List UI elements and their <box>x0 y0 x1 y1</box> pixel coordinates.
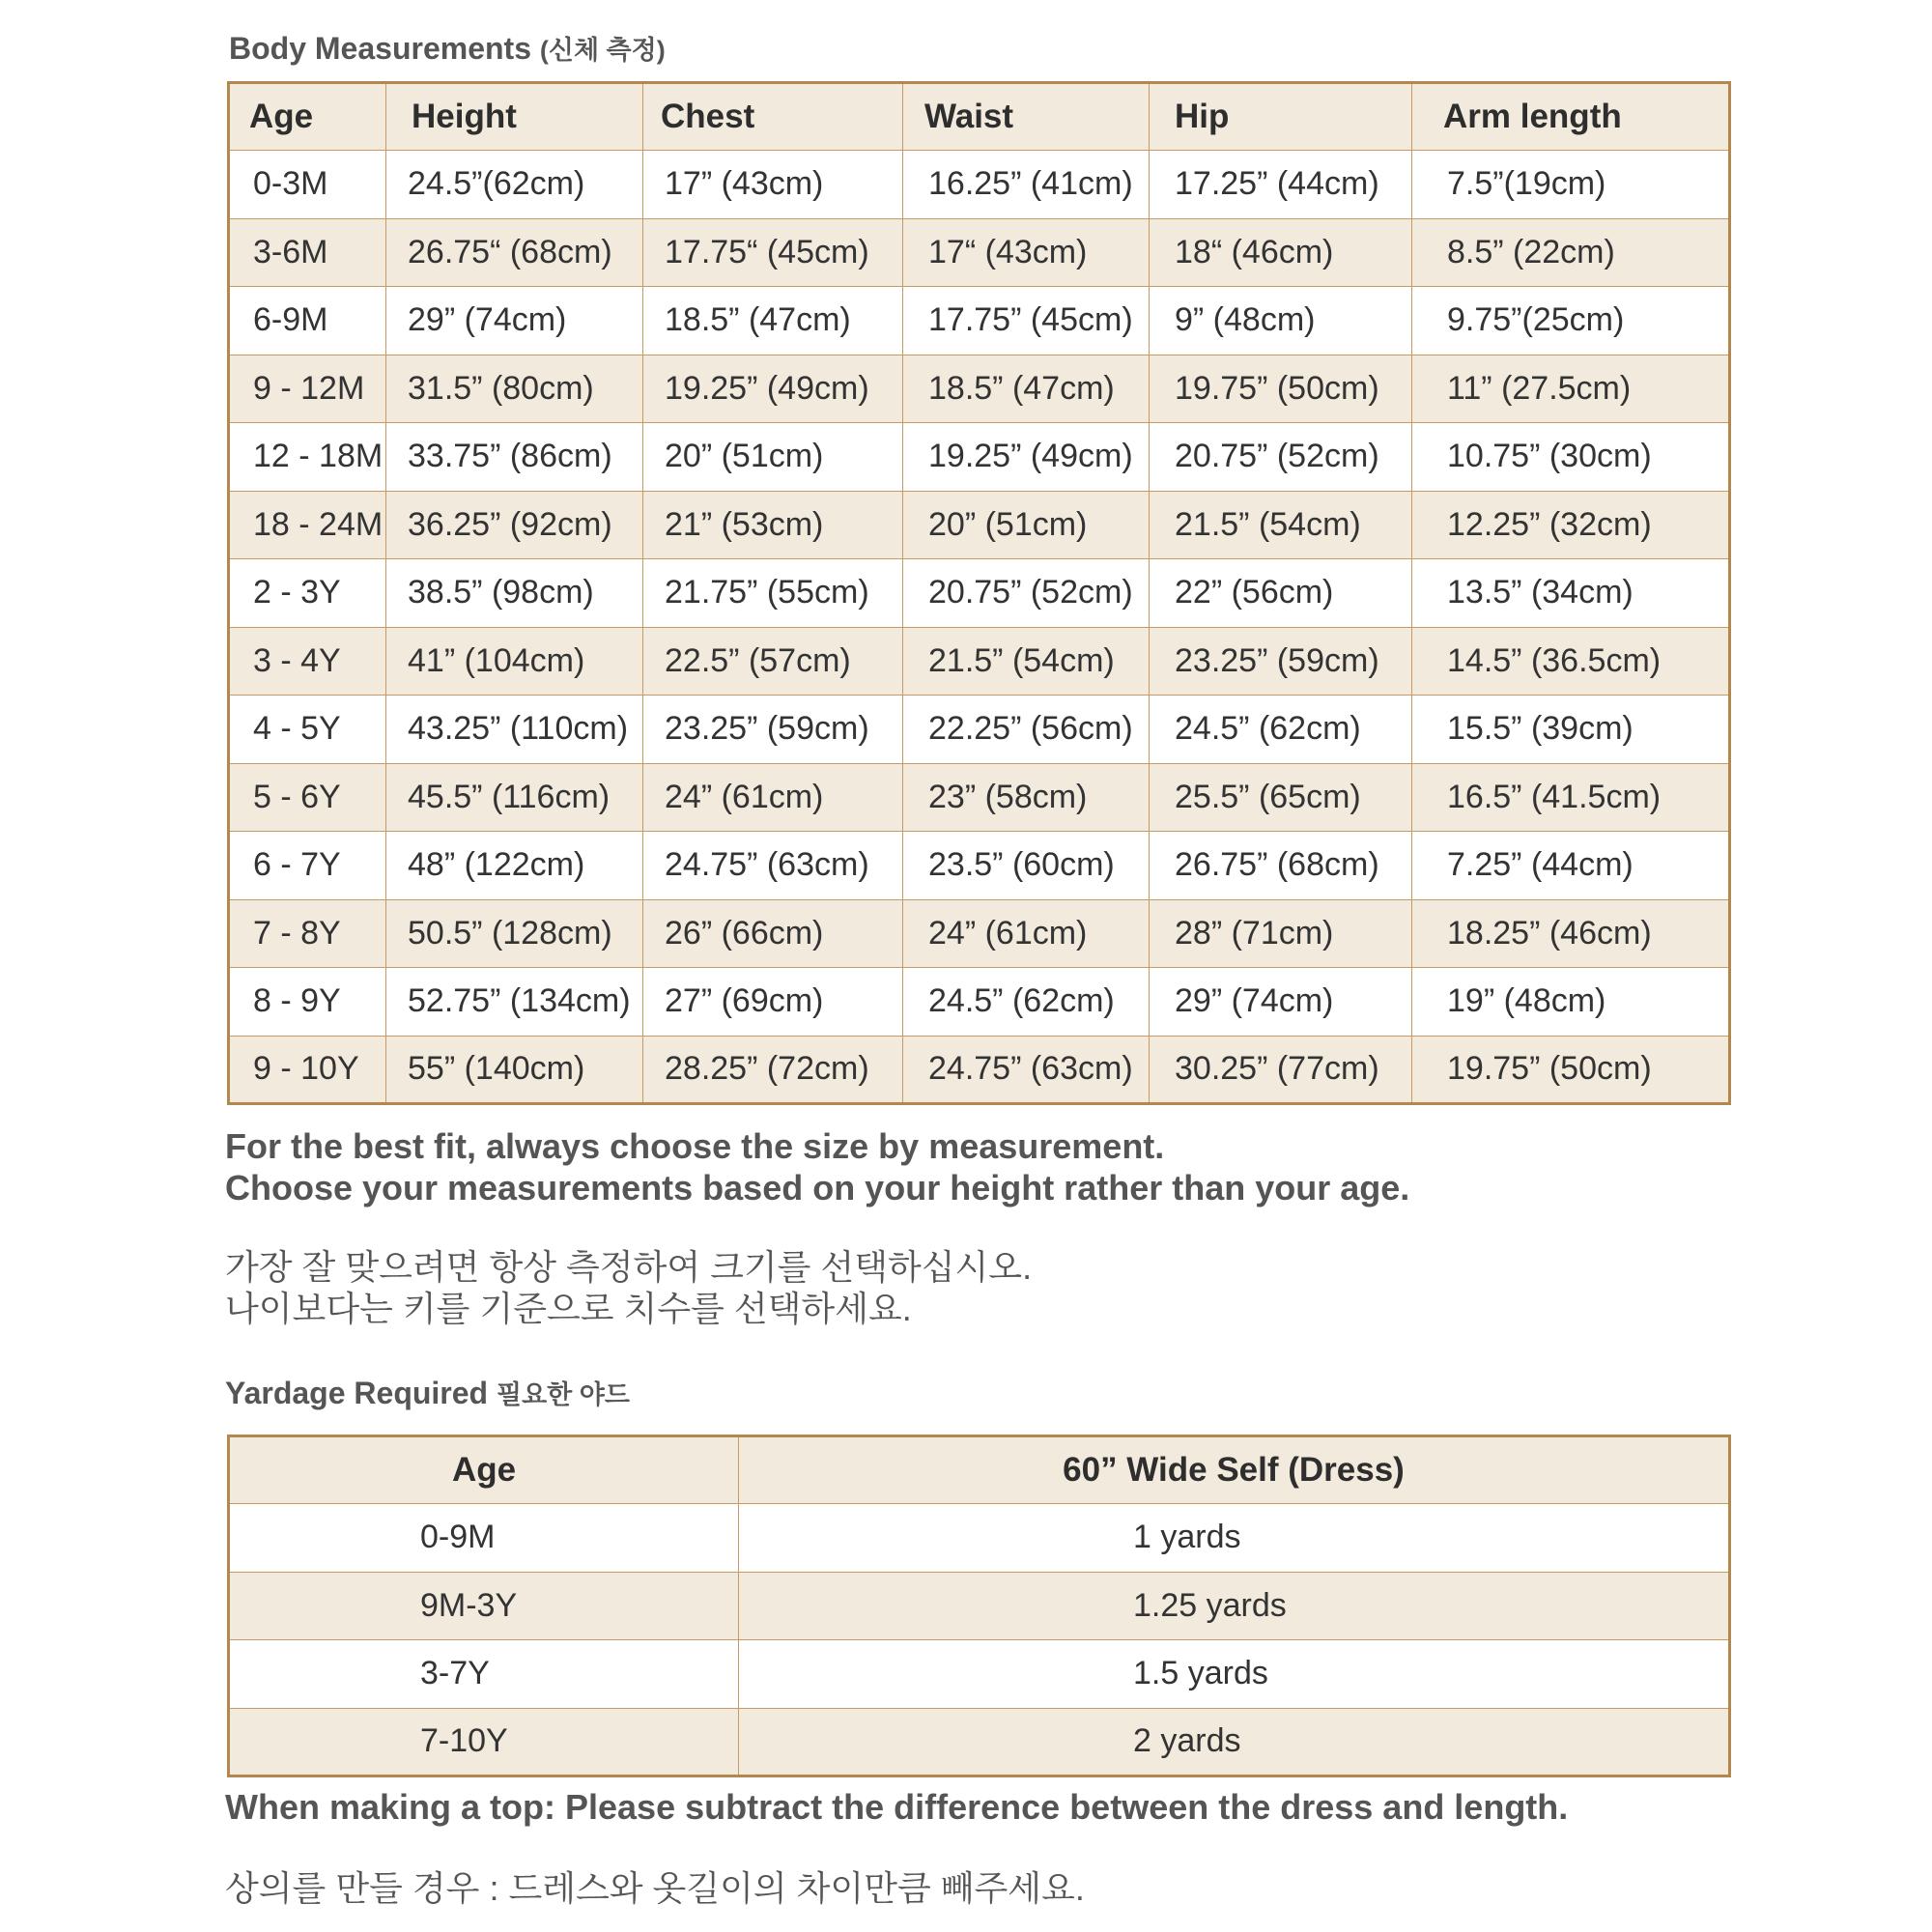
cell-chest: 26” (66cm) <box>643 899 903 968</box>
cell-arm-length: 19” (48cm) <box>1412 968 1730 1037</box>
cell-yardage: 2 yards <box>739 1708 1730 1776</box>
body-measurements-table <box>227 81 1731 1105</box>
cell-chest: 27” (69cm) <box>643 968 903 1037</box>
cell-yardage: 1.25 yards <box>739 1572 1730 1640</box>
cell-chest: 23.25” (59cm) <box>643 696 903 764</box>
cell-arm-length: 19.75” (50cm) <box>1412 1036 1730 1104</box>
title-kr-text: (신체 측정) <box>539 36 666 65</box>
cell-chest: 21” (53cm) <box>643 491 903 559</box>
cell-yardage: 1.5 yards <box>739 1640 1730 1709</box>
cell-waist: 20.75” (52cm) <box>903 559 1150 628</box>
cell-age: 6 - 7Y <box>229 832 386 900</box>
cell-age: 5 - 6Y <box>229 763 386 832</box>
cell-chest: 21.75” (55cm) <box>643 559 903 628</box>
cell-age: 7-10Y <box>229 1708 739 1776</box>
header-age: Age <box>229 83 386 151</box>
cell-hip: 23.25” (59cm) <box>1150 627 1412 696</box>
yardage-title-text: Yardage Required <box>225 1376 489 1410</box>
table-row <box>229 218 1730 287</box>
cell-arm-length: 7.25” (44cm) <box>1412 832 1730 900</box>
cell-height: 50.5” (128cm) <box>386 899 643 968</box>
cell-age: 0-3M <box>229 151 386 219</box>
cell-waist: 16.25” (41cm) <box>903 151 1150 219</box>
cell-arm-length: 16.5” (41.5cm) <box>1412 763 1730 832</box>
table-row <box>229 423 1730 492</box>
cell-height: 48” (122cm) <box>386 832 643 900</box>
cell-height: 45.5” (116cm) <box>386 763 643 832</box>
cell-waist: 23” (58cm) <box>903 763 1150 832</box>
cell-age: 9 - 12M <box>229 355 386 423</box>
cell-waist: 17“ (43cm) <box>903 218 1150 287</box>
header-arm-length: Arm length <box>1412 83 1730 151</box>
cell-age: 3-6M <box>229 218 386 287</box>
table-row <box>229 899 1730 968</box>
table-row <box>229 491 1730 559</box>
yardage-title <box>225 1374 630 1411</box>
cell-waist: 23.5” (60cm) <box>903 832 1150 900</box>
cell-age: 6-9M <box>229 287 386 355</box>
table-row <box>229 287 1730 355</box>
cell-height: 55” (140cm) <box>386 1036 643 1104</box>
table-row <box>229 1504 1730 1573</box>
fit-note-kr-1: 가장 잘 맞으려면 항상 측정하여 크기를 선택하십시오. <box>225 1247 1033 1287</box>
cell-hip: 17.25” (44cm) <box>1150 151 1412 219</box>
body-measurements-title <box>229 29 666 67</box>
table-row <box>229 968 1730 1037</box>
table-row <box>229 1708 1730 1776</box>
cell-chest: 24.75” (63cm) <box>643 832 903 900</box>
cell-height: 29” (74cm) <box>386 287 643 355</box>
cell-waist: 21.5” (54cm) <box>903 627 1150 696</box>
cell-hip: 30.25” (77cm) <box>1150 1036 1412 1104</box>
cell-chest: 20” (51cm) <box>643 423 903 492</box>
cell-hip: 26.75” (68cm) <box>1150 832 1412 900</box>
cell-hip: 18“ (46cm) <box>1150 218 1412 287</box>
cell-waist: 24” (61cm) <box>903 899 1150 968</box>
cell-age: 7 - 8Y <box>229 899 386 968</box>
cell-waist: 18.5” (47cm) <box>903 355 1150 423</box>
top-note-kr: 상의를 만들 경우 : 드레스와 옷길이의 차이만큼 빼주세요. <box>225 1868 1085 1908</box>
cell-hip: 24.5” (62cm) <box>1150 696 1412 764</box>
cell-height: 24.5”(62cm) <box>386 151 643 219</box>
cell-hip: 22” (56cm) <box>1150 559 1412 628</box>
cell-hip: 29” (74cm) <box>1150 968 1412 1037</box>
cell-chest: 24” (61cm) <box>643 763 903 832</box>
yardage-header-row <box>229 1436 1730 1504</box>
table-row <box>229 832 1730 900</box>
cell-chest: 17.75“ (45cm) <box>643 218 903 287</box>
table-header-row <box>229 83 1730 151</box>
cell-arm-length: 14.5” (36.5cm) <box>1412 627 1730 696</box>
cell-height: 38.5” (98cm) <box>386 559 643 628</box>
cell-waist: 24.75” (63cm) <box>903 1036 1150 1104</box>
cell-chest: 28.25” (72cm) <box>643 1036 903 1104</box>
cell-hip: 20.75” (52cm) <box>1150 423 1412 492</box>
cell-age: 18 - 24M <box>229 491 386 559</box>
cell-chest: 19.25” (49cm) <box>643 355 903 423</box>
cell-arm-length: 9.75”(25cm) <box>1412 287 1730 355</box>
cell-arm-length: 10.75” (30cm) <box>1412 423 1730 492</box>
header-waist: Waist <box>903 83 1150 151</box>
table-row <box>229 1572 1730 1640</box>
fit-note-en-2: Choose your measurements based on your height rather than your age. <box>225 1168 1410 1208</box>
table-row <box>229 151 1730 219</box>
cell-waist: 20” (51cm) <box>903 491 1150 559</box>
title-text: Body Measurements <box>229 31 531 66</box>
table-row <box>229 559 1730 628</box>
cell-waist: 22.25” (56cm) <box>903 696 1150 764</box>
fit-note-kr-2: 나이보다는 키를 기준으로 치수를 선택하세요. <box>225 1289 912 1328</box>
cell-age: 0-9M <box>229 1504 739 1573</box>
cell-age: 3-7Y <box>229 1640 739 1709</box>
table-row <box>229 1036 1730 1104</box>
cell-hip: 28” (71cm) <box>1150 899 1412 968</box>
table-row <box>229 627 1730 696</box>
cell-height: 43.25” (110cm) <box>386 696 643 764</box>
cell-waist: 17.75” (45cm) <box>903 287 1150 355</box>
table-row <box>229 696 1730 764</box>
cell-age: 8 - 9Y <box>229 968 386 1037</box>
cell-height: 26.75“ (68cm) <box>386 218 643 287</box>
table-row <box>229 1640 1730 1709</box>
cell-arm-length: 15.5” (39cm) <box>1412 696 1730 764</box>
cell-waist: 19.25” (49cm) <box>903 423 1150 492</box>
cell-height: 52.75” (134cm) <box>386 968 643 1037</box>
cell-yardage: 1 yards <box>739 1504 1730 1573</box>
cell-age: 9M-3Y <box>229 1572 739 1640</box>
table-row <box>229 355 1730 423</box>
yardage-title-kr-text: 필요한 야드 <box>496 1380 630 1409</box>
fit-note-en-1: For the best fit, always choose the size by measurement. <box>225 1126 1165 1166</box>
cell-age: 3 - 4Y <box>229 627 386 696</box>
cell-height: 36.25” (92cm) <box>386 491 643 559</box>
cell-height: 41” (104cm) <box>386 627 643 696</box>
cell-age: 12 - 18M <box>229 423 386 492</box>
cell-hip: 9” (48cm) <box>1150 287 1412 355</box>
cell-arm-length: 7.5”(19cm) <box>1412 151 1730 219</box>
cell-chest: 22.5” (57cm) <box>643 627 903 696</box>
yardage-header-width: 60” Wide Self (Dress) <box>739 1436 1730 1504</box>
header-hip: Hip <box>1150 83 1412 151</box>
cell-hip: 19.75” (50cm) <box>1150 355 1412 423</box>
cell-height: 33.75” (86cm) <box>386 423 643 492</box>
header-height: Height <box>386 83 643 151</box>
cell-hip: 25.5” (65cm) <box>1150 763 1412 832</box>
top-note-en: When making a top: Please subtract the difference between the dress and length. <box>225 1787 1569 1827</box>
cell-arm-length: 13.5” (34cm) <box>1412 559 1730 628</box>
cell-arm-length: 12.25” (32cm) <box>1412 491 1730 559</box>
cell-age: 9 - 10Y <box>229 1036 386 1104</box>
yardage-header-age: Age <box>229 1436 739 1504</box>
cell-arm-length: 11” (27.5cm) <box>1412 355 1730 423</box>
cell-waist: 24.5” (62cm) <box>903 968 1150 1037</box>
header-chest: Chest <box>643 83 903 151</box>
cell-arm-length: 18.25” (46cm) <box>1412 899 1730 968</box>
cell-chest: 17” (43cm) <box>643 151 903 219</box>
yardage-table <box>227 1435 1731 1777</box>
cell-hip: 21.5” (54cm) <box>1150 491 1412 559</box>
table-row <box>229 763 1730 832</box>
cell-arm-length: 8.5” (22cm) <box>1412 218 1730 287</box>
cell-height: 31.5” (80cm) <box>386 355 643 423</box>
cell-age: 2 - 3Y <box>229 559 386 628</box>
cell-age: 4 - 5Y <box>229 696 386 764</box>
cell-chest: 18.5” (47cm) <box>643 287 903 355</box>
